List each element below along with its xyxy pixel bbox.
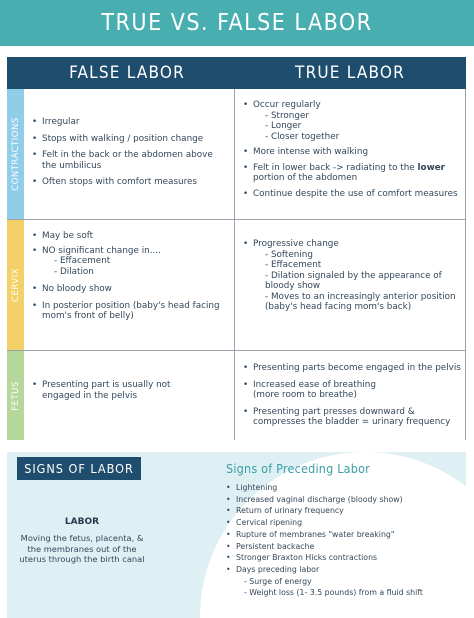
cervix-true-cell	[243, 239, 465, 313]
row-border	[465, 220, 466, 350]
list-item: • Increased vaginal discharge (bloody show)	[226, 494, 423, 506]
contractions-true-cell	[243, 100, 465, 199]
row-border	[465, 351, 466, 440]
list-item: • Presenting part is usually not engaged in the pelvis	[32, 380, 182, 401]
list-item: • Felt in the back or the abdomen above the umbilicus	[32, 150, 228, 171]
fetus-row	[7, 351, 466, 440]
list-item: • Stops with walking / position change	[32, 134, 228, 145]
list-item: - Longer	[265, 121, 302, 131]
list-item: • Stronger Braxton Hicks contractions	[226, 552, 423, 564]
list-item: - Surge of energy	[244, 576, 312, 586]
labor-heading: LABOR	[64, 517, 100, 527]
fetus-row-label: FETUS	[10, 380, 21, 411]
column-divider	[234, 220, 235, 350]
contractions-false-cell	[32, 117, 228, 188]
list-item: - Closer together	[265, 131, 340, 142]
fetus-true-cell	[243, 363, 465, 428]
list-item: • Presenting part presses downward & compresses the bladder = urinary frequency	[243, 407, 465, 428]
list-item: • Continue despite the use of comfort measures	[243, 189, 465, 200]
cervix-row-tab	[7, 220, 24, 350]
list-item: • Irregular	[32, 117, 228, 128]
list-item: • In posterior position (baby's head facing mom's front of belly)	[32, 301, 228, 322]
labor-definition: Moving the fetus, placenta, & the membranes out of the uterus through the birth canal	[19, 533, 145, 564]
list-item-text: Felt in lower back -> radiating to the	[253, 162, 415, 173]
signs-of-labor-title: SIGNS OF LABOR	[17, 457, 141, 480]
list-item: - Dilation	[54, 266, 94, 277]
list-item: - Weight loss (1- 3.5 pounds) from a fluid shift	[244, 588, 423, 598]
list-item: • Persistent backache	[226, 541, 423, 553]
preceding-labor-list	[226, 482, 423, 599]
list-item: • Rupture of membranes "water breaking"	[226, 529, 423, 541]
contractions-row	[7, 89, 466, 220]
column-divider	[234, 89, 235, 219]
list-item-text-continued: portion of the abdomen	[253, 173, 358, 183]
list-item: • Occur regularly	[243, 100, 465, 111]
list-item: • NO significant change in....	[32, 246, 228, 257]
list-item: • Days preceding labor	[226, 564, 423, 576]
list-item: • Cervical ripening	[226, 517, 423, 529]
list-item: • More intense with walking	[243, 147, 465, 158]
list-item: • Presenting parts become engaged in the pelvis	[243, 363, 465, 374]
list-item: - Stronger	[265, 110, 309, 121]
column-divider	[234, 351, 235, 440]
list-item: • No bloody show	[32, 284, 228, 295]
fetus-row-tab	[7, 351, 24, 440]
list-item: - Effacement	[54, 256, 111, 266]
comparison-table-header	[7, 57, 466, 89]
contractions-row-label: CONTRACTIONS	[10, 117, 21, 191]
fetus-false-cell	[32, 380, 182, 401]
list-item: • Often stops with comfort measures	[32, 177, 228, 188]
cervix-row	[7, 220, 466, 351]
list-item: • Return of urinary frequency	[226, 505, 423, 517]
page-title: TRUE VS. FALSE LABOR	[0, 0, 474, 46]
list-item: - Moves to an increasingly anterior position (baby's head facing mom's back)	[265, 291, 456, 312]
contractions-row-tab	[7, 89, 24, 219]
list-item: - Effacement	[265, 260, 322, 270]
list-item: • Increased ease of breathing (more room to breathe)	[243, 380, 393, 401]
false-labor-column-header: FALSE LABOR	[69, 63, 185, 83]
cervix-row-label: CERVIX	[10, 268, 21, 302]
cervix-false-cell	[32, 231, 228, 322]
true-labor-column-header: TRUE LABOR	[295, 63, 405, 83]
preceding-labor-title: Signs of Preceding Labor	[226, 461, 371, 476]
list-item: - Softening	[265, 249, 313, 260]
row-border	[465, 89, 466, 219]
list-item: • May be soft	[32, 231, 228, 242]
list-item: • Lightening	[226, 482, 423, 494]
list-item	[243, 163, 465, 184]
list-item-emphasis: lower	[417, 162, 446, 173]
list-item: - Dilation signaled by the appearance of bloody show	[265, 270, 442, 291]
list-item: • Progressive change	[243, 239, 465, 250]
